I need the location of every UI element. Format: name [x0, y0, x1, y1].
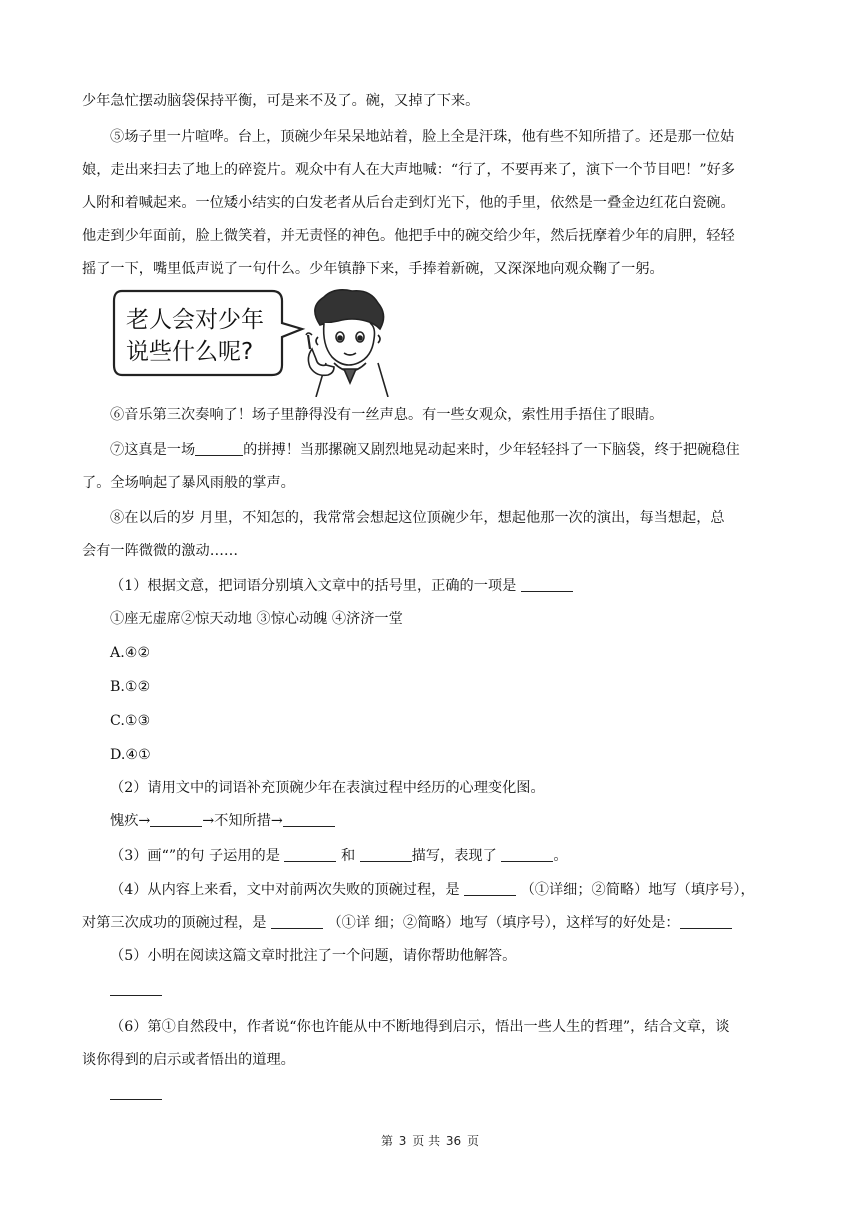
question-5-answer	[110, 980, 810, 1000]
question-1	[110, 576, 810, 596]
footer-suffix: 页	[467, 1134, 480, 1148]
footer-total-pages: 36	[445, 1134, 462, 1148]
paragraph-8-line: 会有一阵微微的激动……	[82, 543, 239, 559]
question-4-text-d: （①详 细；②简略）地写（填序号），这样写的好处是：	[327, 915, 680, 931]
answer-blank	[110, 1085, 162, 1100]
paragraph-5-line: 他走到少年面前，脸上微笑着，并无责怪的神色。他把手中的碗交给少年，然后抚摩着少年的肩胛，轻轻	[82, 228, 735, 244]
paragraph-7-text-b: 的拼搏！当那摞碗又剧烈地晃动起来时，少年轻轻抖了一下脑袋，终于把碗稳住	[243, 442, 740, 458]
footer-current-page: 3	[398, 1134, 407, 1148]
option-b: B.①②	[110, 679, 151, 695]
question-4-text-c: 对第三次成功的顶碗过程，是	[82, 915, 267, 931]
paragraph-6: ⑥音乐第三次奏响了！场子里静得没有一丝声息。有一些女观众，索性用手捂住了眼睛。	[110, 407, 664, 423]
paragraph-line: 少年急忙摆动脑袋保持平衡，可是来不及了。碗，又掉了下来。	[82, 93, 480, 109]
question-2-chain	[110, 811, 810, 831]
chain-mid: →不知所措→	[202, 813, 283, 829]
answer-blank	[110, 981, 162, 996]
question-2: （2）请用文中的词语补充顶碗少年在表演过程中经历的心理变化图。	[110, 780, 545, 796]
question-4-text-b: （①详细；②简略）地写（填序号），	[520, 882, 755, 898]
question-3-text-a: （3）画“”的句 子运用的是	[110, 848, 280, 864]
question-4-line	[110, 880, 810, 900]
fill-blank	[195, 441, 243, 456]
answer-blank	[283, 812, 335, 827]
answer-blank	[464, 881, 516, 896]
question-3-text-c: 描写，表现了	[411, 848, 497, 864]
chain-start: 愧疚→	[110, 813, 151, 829]
boy-thinking-illustration	[112, 287, 400, 397]
question-5: （5）小明在阅读这篇文章时批注了一个问题，请你帮助他解答。	[110, 948, 517, 964]
option-d: D.④①	[110, 747, 151, 763]
answer-blank	[284, 847, 336, 862]
answer-blank	[521, 577, 573, 592]
question-3-text-d: 。	[553, 848, 568, 864]
option-c: C.①③	[110, 713, 151, 729]
speech-bubble	[114, 291, 302, 375]
question-3	[110, 846, 810, 866]
paragraph-5-line: ⑤场子里一片喧哗。台上，顶碗少年呆呆地站着，脸上全是汗珠，他有些不知所措了。还是那一位姑	[110, 129, 735, 145]
paragraph-7-line: 了。全场响起了暴风雨般的掌声。	[82, 475, 295, 491]
footer-prefix: 第	[380, 1134, 393, 1148]
question-4-text-a: （4）从内容上来看，文中对前两次失败的顶碗过程，是	[110, 882, 460, 898]
page-footer	[0, 1132, 860, 1149]
answer-blank	[360, 847, 412, 862]
question-6-line: 谈你得到的启示或者悟出的道理。	[82, 1052, 295, 1068]
footer-mid: 页 共	[412, 1134, 441, 1148]
paragraph-7-text-a: ⑦这真是一场	[110, 442, 196, 458]
question-4-line	[82, 913, 782, 933]
question-1-text: （1）根据文意，把词语分别填入文章中的括号里，正确的一项是	[110, 578, 517, 594]
bubble-line-1: 老人会对少年	[126, 307, 264, 333]
answer-blank	[680, 914, 732, 929]
paragraph-5-line: 娘，走出来扫去了地上的碎瓷片。观众中有人在大声地喊：“行了，不要再来了，演下一个节目吧！”好多	[82, 162, 735, 178]
question-6-line: （6）第①自然段中，作者说“你也许能从中不断地得到启示，悟出一些人生的哲理”，结合文章，谈	[110, 1019, 730, 1035]
question-6-answer	[110, 1084, 810, 1104]
boy-figure-icon	[306, 290, 388, 397]
question-1-words: ①座无虚席②惊天动地 ③惊心动魄 ④济济一堂	[110, 611, 403, 627]
paragraph-5-line: 人附和着喊起来。一位矮小结实的白发老者从后台走到灯光下，他的手里，依然是一叠金边红花白瓷碗。	[82, 195, 735, 211]
paragraph-8-line: ⑧在以后的岁 月里，不知怎的，我常常会想起这位顶碗少年，想起他那一次的演出，每当想起，总	[110, 510, 725, 526]
paragraph-5-line: 摇了一下，嘴里低声说了一句什么。少年镇静下来，手捧着新碗，又深深地向观众鞠了一躬。	[82, 261, 664, 277]
answer-blank	[150, 812, 202, 827]
answer-blank	[271, 914, 323, 929]
paragraph-7-line	[110, 440, 810, 460]
option-a: A.④②	[110, 645, 151, 661]
bubble-line-2: 说些什么呢?	[126, 339, 254, 365]
answer-blank	[501, 847, 553, 862]
question-3-text-b: 和	[340, 848, 356, 864]
